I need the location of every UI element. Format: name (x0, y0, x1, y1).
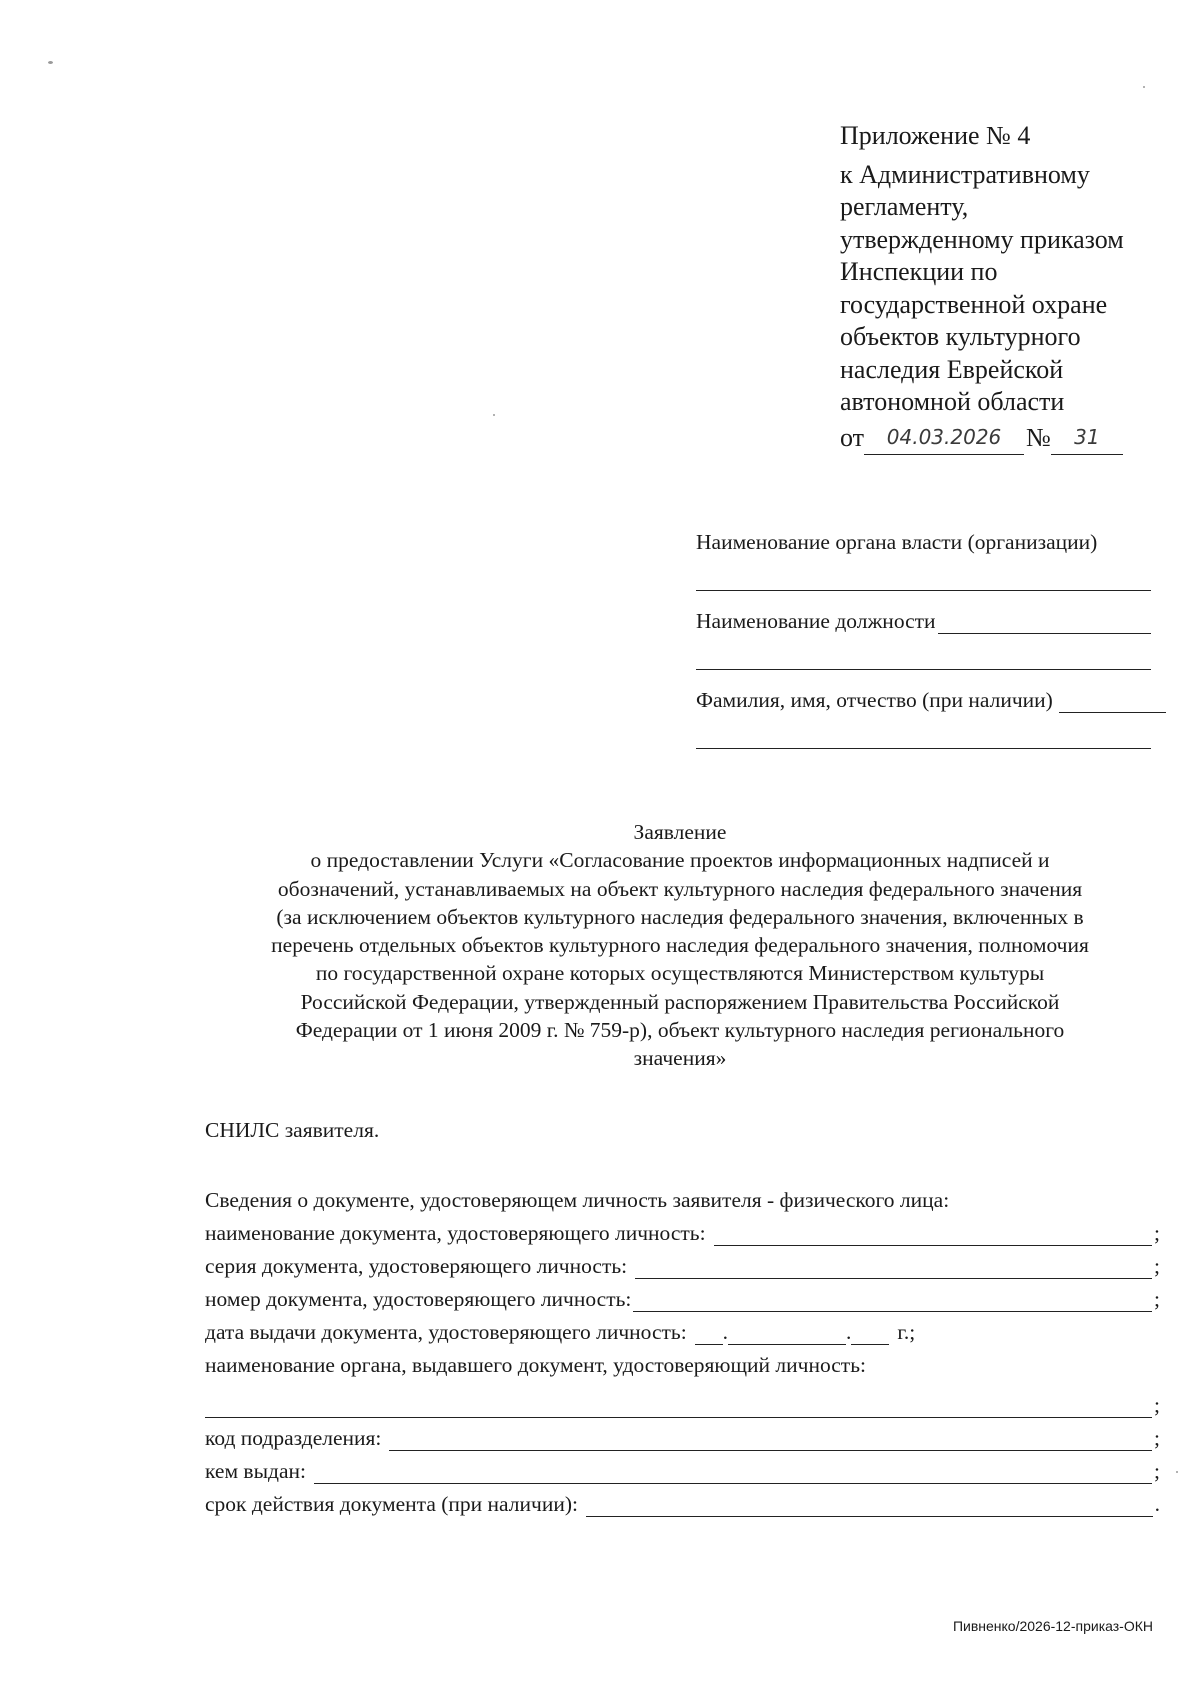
series-field[interactable] (635, 1256, 1152, 1279)
identity-intro: Сведения о документе, удостоверяющем личность заявителя - физического лица: (205, 1188, 950, 1212)
division-code-label: код подразделения: (205, 1426, 382, 1450)
issue-day-field[interactable] (695, 1322, 723, 1345)
appendix-block (840, 120, 1180, 455)
series-row (205, 1246, 1160, 1279)
issuer-label-row (205, 1345, 1160, 1378)
fullname-label: Фамилия, имя, отчество (при наличии) (696, 688, 1053, 712)
line-end: ; (1154, 1426, 1160, 1450)
division-code-field[interactable] (389, 1428, 1152, 1451)
snils-label: СНИЛС заявителя. (205, 1118, 380, 1142)
doc-name-field[interactable] (714, 1223, 1152, 1246)
line-end: ; (1154, 1393, 1160, 1417)
recipient-block (696, 520, 1166, 749)
fullname-field-continued[interactable] (696, 713, 1151, 749)
date-prefix: от (840, 423, 865, 452)
line-end: . (1154, 1492, 1160, 1516)
issue-month-field[interactable] (728, 1322, 846, 1345)
issued-by-label: кем выдан: (205, 1459, 306, 1483)
fullname-row (696, 678, 1166, 713)
statement-line: по государственной охране которых осуществляются Министерством культуры (315, 961, 1045, 986)
issue-date-suffix: г.; (897, 1320, 916, 1344)
handwritten-date: 04.03.2026 (864, 424, 1024, 455)
appendix-line: государственной охране (840, 289, 1108, 319)
appendix-line: автономной области (840, 387, 1065, 416)
issuer-field[interactable] (205, 1395, 1152, 1418)
validity-field[interactable] (586, 1494, 1153, 1517)
handwritten-number: 31 (1051, 424, 1123, 455)
issue-date-row (205, 1312, 1160, 1345)
line-end: ; (1154, 1459, 1160, 1483)
issued-by-field[interactable] (314, 1461, 1152, 1484)
line-end: ; (1154, 1287, 1160, 1311)
issue-date-label: дата выдачи документа, удостоверяющего личность: (205, 1320, 687, 1344)
scan-speck (493, 414, 495, 416)
number-field[interactable] (633, 1289, 1152, 1312)
identity-intro-row (205, 1180, 1160, 1213)
scan-speck (48, 61, 53, 64)
fullname-field[interactable] (1059, 688, 1166, 713)
issue-year-field[interactable] (851, 1322, 889, 1345)
authority-field[interactable] (696, 555, 1151, 591)
statement-line: Федерации от 1 июня 2009 г. № 759-р), объект культурного наследия регионального (295, 1018, 1065, 1043)
appendix-line: Инспекции по (840, 257, 998, 286)
appendix-line: к Административному (840, 159, 1090, 189)
position-label: Наименование должности (696, 609, 936, 633)
authority-row (696, 520, 1166, 555)
number-prefix: № (1026, 423, 1051, 452)
snils-block (205, 1110, 1160, 1143)
number-label: номер документа, удостоверяющего личность: (205, 1287, 632, 1311)
statement-line: о предоставлении Услуги «Согласование проектов информационных надписей и (310, 848, 1050, 873)
statement-line: обозначений, устанавливаемых на объект культурного наследия федерального значения (277, 876, 1083, 901)
appendix-title: Приложение № 4 (840, 121, 1031, 150)
authority-label: Наименование органа власти (организации) (696, 530, 1098, 554)
number-row (205, 1279, 1160, 1312)
scan-speck (1176, 1471, 1178, 1473)
appendix-line: регламенту, (840, 192, 969, 221)
validity-label: срок действия документа (при наличии): (205, 1492, 578, 1516)
statement-line: Российской Федерации, утвержденный распоряжением Правительства Российской (300, 989, 1060, 1014)
document-reference-tag: Пивненко/2026-12-приказ-ОКН (952, 1618, 1153, 1634)
position-row (696, 599, 1151, 634)
issuer-label: наименование органа, выдавшего документ, удостоверяющий личность: (205, 1353, 866, 1377)
issued-by-row (205, 1451, 1160, 1484)
line-end: ; (1154, 1221, 1160, 1245)
statement-heading: Заявление (633, 820, 727, 844)
division-code-row (205, 1418, 1160, 1451)
order-date-line (840, 419, 1180, 455)
statement-line: (за исключением объектов культурного наследия федерального значения, включенных в (276, 904, 1084, 929)
position-field-continued[interactable] (696, 634, 1151, 670)
issuer-field-row (205, 1378, 1160, 1418)
date-separator: . (722, 1320, 729, 1344)
appendix-line: объектов культурного (840, 322, 1081, 351)
position-field[interactable] (938, 609, 1151, 634)
appendix-line: утвержденному приказом (840, 224, 1124, 254)
snils-row (205, 1110, 1160, 1143)
validity-row (205, 1484, 1160, 1517)
doc-name-label: наименование документа, удостоверяющего личность: (205, 1221, 706, 1245)
date-separator: . (846, 1320, 852, 1344)
scan-speck (1143, 86, 1145, 88)
line-end: ; (1154, 1254, 1160, 1278)
appendix-line: наследия Еврейской (840, 354, 1064, 384)
statement-title (200, 818, 1160, 1073)
statement-line: перечень отдельных объектов культурного наследия федерального значения, полномочия (271, 933, 1089, 958)
statement-line: значения» (633, 1046, 727, 1071)
series-label: серия документа, удостоверяющего личность: (205, 1254, 628, 1278)
doc-name-row (205, 1213, 1160, 1246)
identity-section (205, 1180, 1160, 1517)
